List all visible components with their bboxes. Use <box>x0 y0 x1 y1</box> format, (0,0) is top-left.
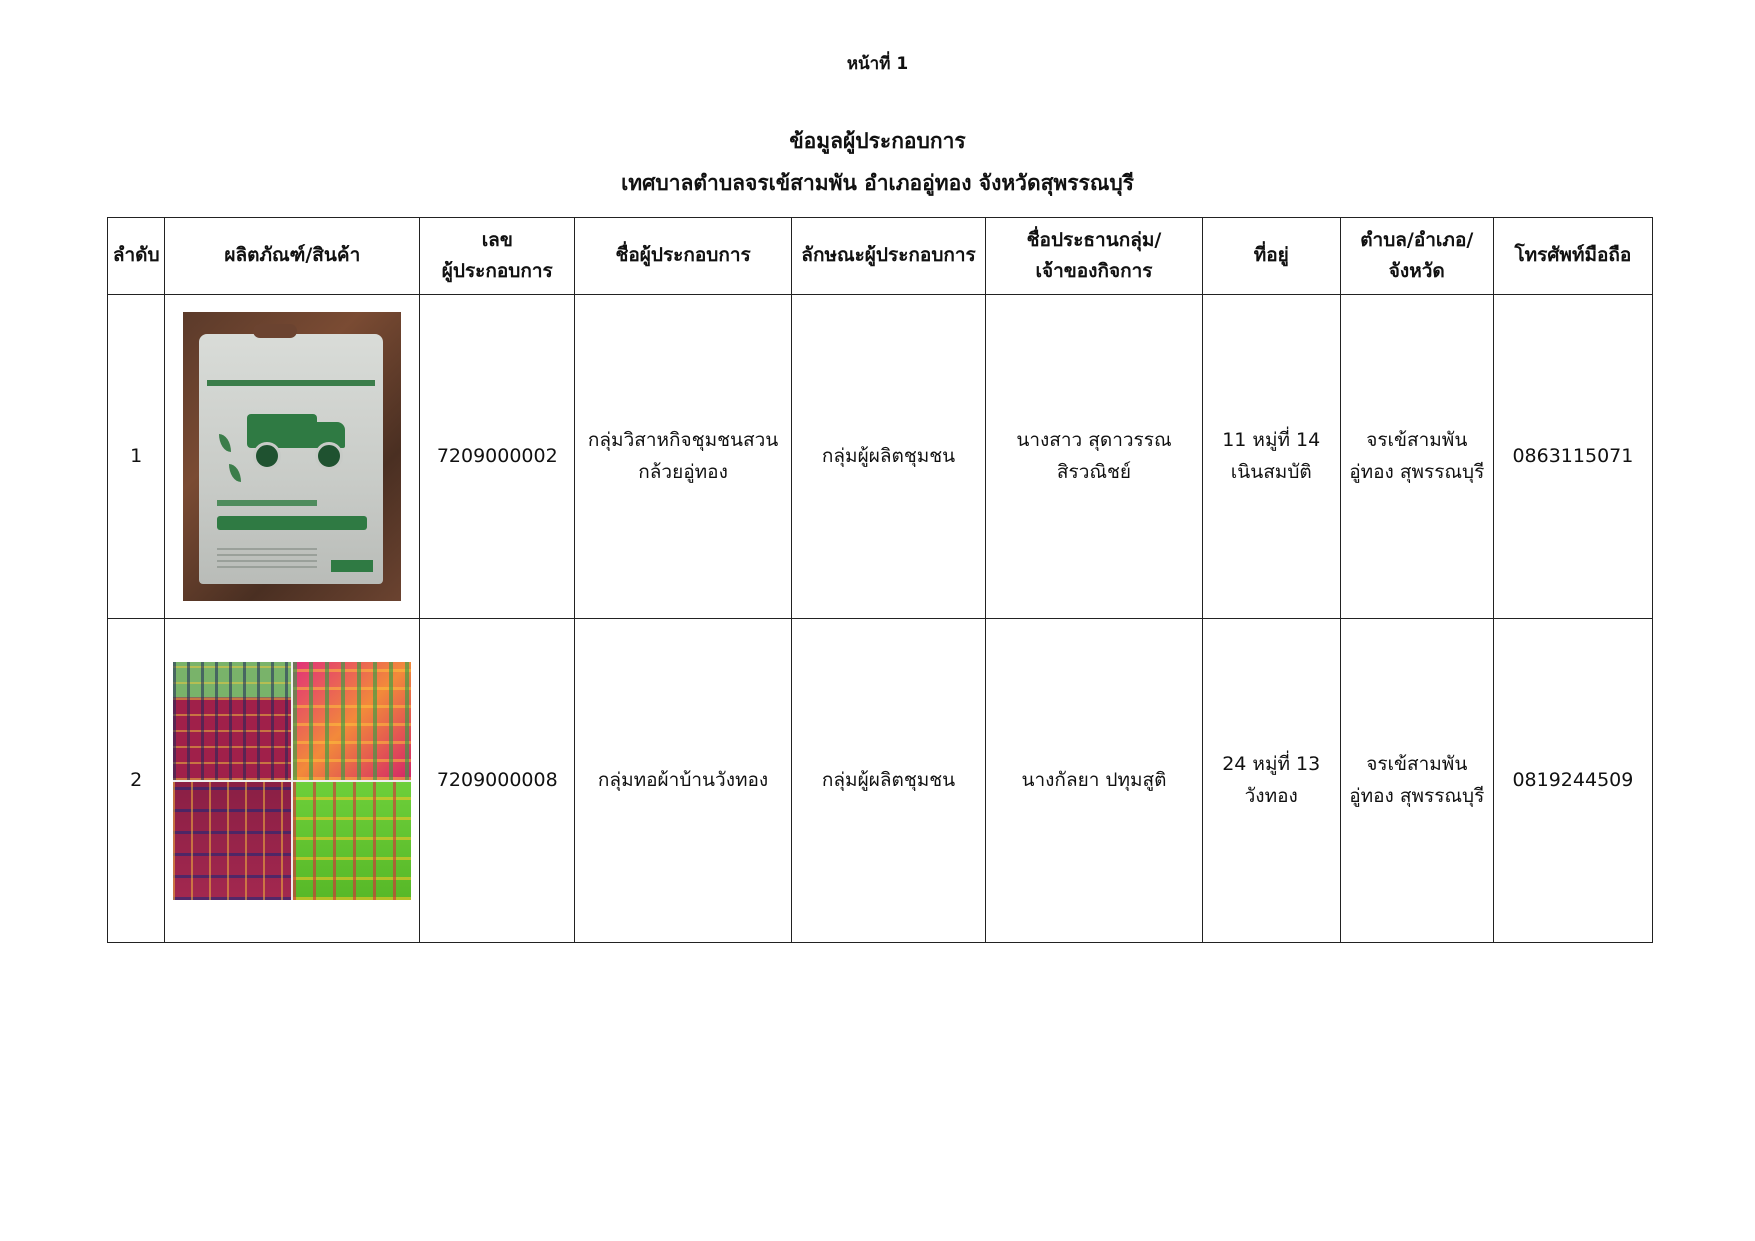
cell-product <box>165 619 420 943</box>
table-row <box>108 295 1653 619</box>
cell-product <box>165 295 420 619</box>
woven-fabric-photo <box>173 662 411 900</box>
header-product: ผลิตภัณฑ์/สินค้า <box>165 218 420 295</box>
cell-phone: 0863115071 <box>1493 295 1652 619</box>
cell-chairman: นางกัลยา ปทุมสูติ <box>986 619 1203 943</box>
cell-phone: 0819244509 <box>1493 619 1652 943</box>
cell-chairman: นางสาว สุดาวรรณ สิรวณิชย์ <box>986 295 1203 619</box>
cell-operator-name: กลุ่มทอผ้าบ้านวังทอง <box>575 619 792 943</box>
header-operator-no: เลข ผู้ประกอบการ <box>420 218 575 295</box>
cell-address: 11 หมู่ที่ 14 เนินสมบัติ <box>1202 295 1340 619</box>
header-operator-name: ชื่อผู้ประกอบการ <box>575 218 792 295</box>
document-title: ข้อมูลผู้ประกอบการ <box>789 129 966 153</box>
header-location: ตำบล/อำเภอ/ จังหวัด <box>1340 218 1493 295</box>
cell-operator-name: กลุ่มวิสาหกิจชุมชนสวน กล้วยอู่ทอง <box>575 295 792 619</box>
operator-table <box>107 217 1653 943</box>
page-number: หน้าที่ 1 <box>846 54 909 74</box>
cell-operator-type: กลุ่มผู้ผลิตชุมชน <box>791 619 985 943</box>
header-address: ที่อยู่ <box>1202 218 1340 295</box>
document-subtitle: เทศบาลตำบลจรเข้สามพัน อำเภออู่ทอง จังหวัดสุพรรณบุรี <box>621 171 1134 195</box>
cell-operator-type: กลุ่มผู้ผลิตชุมชน <box>791 295 985 619</box>
header-operator-type: ลักษณะผู้ประกอบการ <box>791 218 985 295</box>
cell-address: 24 หมู่ที่ 13 วังทอง <box>1202 619 1340 943</box>
cell-order: 1 <box>108 295 165 619</box>
cell-operator-no: 7209000002 <box>420 295 575 619</box>
header-order: ลำดับ <box>108 218 165 295</box>
fertilizer-bag-photo <box>183 312 401 601</box>
cell-location: จรเข้สามพัน อู่ทอง สุพรรณบุรี <box>1340 619 1493 943</box>
cell-operator-no: 7209000008 <box>420 619 575 943</box>
cell-order: 2 <box>108 619 165 943</box>
header-chairman: ชื่อประธานกลุ่ม/ เจ้าของกิจการ <box>986 218 1203 295</box>
table-header-row <box>108 218 1653 295</box>
header-phone: โทรศัพท์มือถือ <box>1493 218 1652 295</box>
cell-location: จรเข้สามพัน อู่ทอง สุพรรณบุรี <box>1340 295 1493 619</box>
table-row <box>108 619 1653 943</box>
